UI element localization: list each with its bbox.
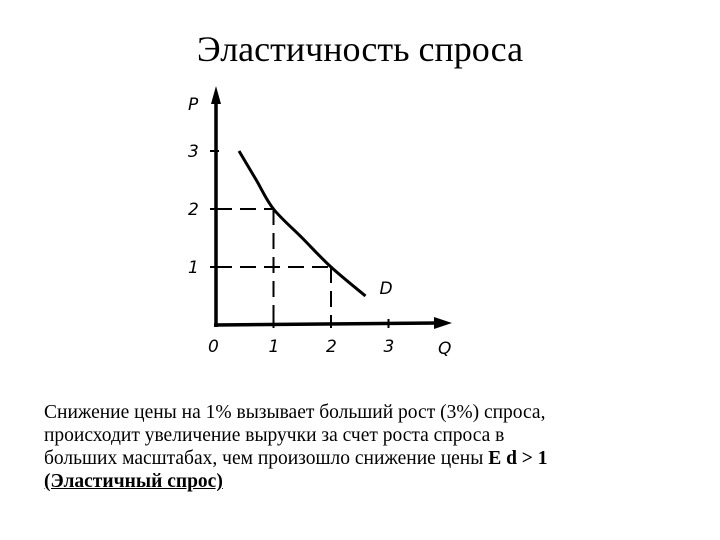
chart-svg — [170, 82, 470, 367]
elasticity-formula: E d > 1 — [488, 448, 548, 469]
demand-curve — [239, 151, 366, 296]
y-axis-label: P — [188, 95, 199, 115]
slide-title: Эластичность спроса — [196, 29, 524, 69]
x-axis-label: Q — [438, 339, 452, 359]
demand-chart — [170, 82, 470, 367]
guide-lines — [216, 209, 331, 325]
x-axis-arrow — [434, 317, 452, 329]
caption-line-3 — [44, 447, 694, 470]
axes — [188, 86, 452, 359]
caption-line-4: (Эластичный спрос) — [44, 471, 223, 492]
y-axis-arrow — [211, 86, 221, 104]
caption-line-2: происходит увеличение выручки за счет роста спроса в — [44, 425, 505, 446]
caption-line-1: Снижение цены на 1% вызывает больший рост (3%) спроса, — [44, 402, 546, 423]
y-tick-label: 1 — [188, 258, 199, 278]
x-tick-label: 0 — [208, 337, 219, 357]
y-tick-label: 3 — [188, 142, 199, 162]
y-tick-label: 2 — [188, 200, 199, 220]
demand-curve-label: D — [379, 279, 393, 299]
x-tick-label: 1 — [268, 337, 280, 357]
x-tick-label: 2 — [326, 337, 337, 357]
caption — [44, 401, 694, 493]
series — [239, 151, 393, 299]
x-axis — [214, 323, 438, 325]
x-tick-label: 3 — [383, 337, 395, 357]
caption-line-3-text: больших масштабах, чем произошло снижение цены — [44, 448, 489, 469]
